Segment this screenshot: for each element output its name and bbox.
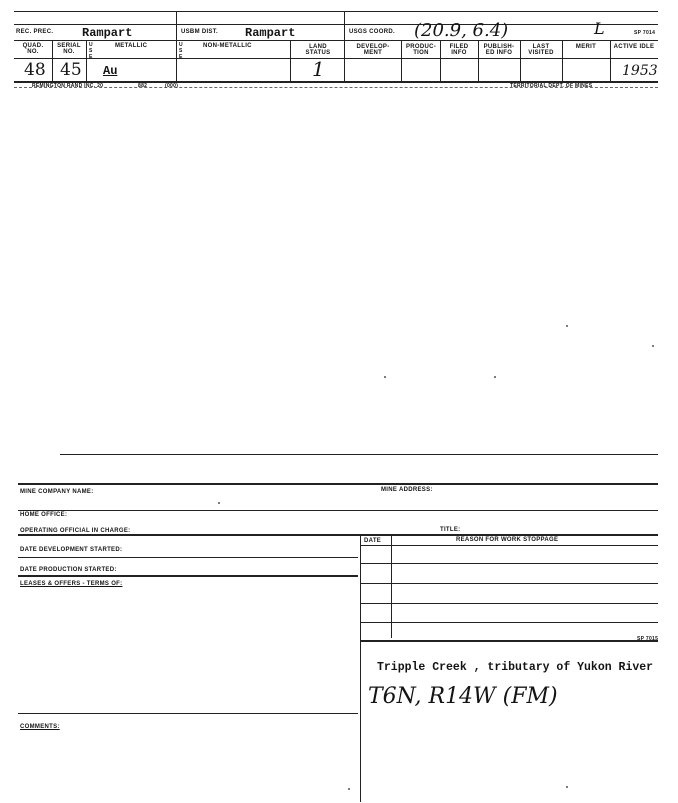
printer-imprint: REMINGTON RAND INC. 20 — [32, 83, 104, 89]
col-merit: MERIT — [575, 44, 597, 50]
rec-prec-value: Rampart — [82, 26, 133, 40]
col-serial-no: SERIAL NO. — [57, 43, 81, 55]
work-stoppage-reason-label: REASON FOR WORK STOPPAGE — [456, 537, 559, 543]
comments-label: COMMENTS: — [20, 724, 60, 730]
row-active-idle-value: 1953 — [622, 63, 658, 79]
usgs-coord-value: (20.9, 6.4) — [414, 20, 509, 41]
col-published-info: PUBLISH- ED INFO — [483, 44, 515, 56]
location-typed-note: Tripple Creek , tributary of Yukon River — [377, 661, 654, 674]
home-office-label: HOME OFFICE: — [20, 512, 68, 518]
col-non-metallic: NON-METALLIC — [203, 43, 252, 49]
scan-speck — [218, 502, 220, 504]
col-use-mark-1: U S E — [89, 42, 93, 60]
scan-speck — [494, 376, 496, 378]
col-active-idle: ACTIVE IDLE — [613, 44, 655, 50]
printer-code-2: (000) — [165, 83, 179, 89]
scan-speck — [384, 376, 386, 378]
row-metallic-value: Au — [103, 64, 118, 78]
form-number-bottom: SP 7015 — [637, 636, 659, 642]
scan-speck — [566, 325, 568, 327]
col-quad-no: QUAD. NO. — [22, 43, 44, 55]
col-use-mark-2: U S E — [179, 42, 183, 60]
col-land-status: LAND STATUS — [305, 44, 331, 56]
scan-speck — [652, 345, 654, 347]
col-development: DEVELOP- MENT — [356, 44, 390, 56]
leases-offers-label: LEASES & OFFERS - TERMS OF: — [20, 581, 123, 587]
department-imprint: TERRITORIAL DEPT. OF MINES — [510, 83, 593, 89]
scan-speck — [566, 786, 568, 788]
col-metallic: METALLIC — [115, 43, 148, 49]
row-quad-value: 48 — [24, 60, 46, 80]
form-number-top: SP 7014 — [634, 30, 656, 36]
corner-mark: L — [594, 19, 605, 38]
production-started-label: DATE PRODUCTION STARTED: — [20, 567, 117, 573]
usbm-dist-value: Rampart — [245, 26, 296, 40]
scan-speck — [348, 788, 350, 790]
row-land-status-value: 1 — [312, 57, 325, 81]
col-production: PRODUC- TION — [405, 44, 437, 56]
col-last-visited: LAST VISITED — [528, 44, 554, 56]
date-column-label: DATE — [364, 538, 382, 544]
printer-code-1: 882 — [138, 83, 148, 89]
col-filed-info: FILED INFO — [449, 44, 469, 56]
usbm-dist-label: USBM DIST. — [181, 29, 219, 35]
mine-address-label: MINE ADDRESS: — [381, 487, 433, 493]
rec-prec-label: REC. PREC. — [16, 29, 54, 35]
title-label: TITLE: — [440, 527, 461, 533]
operating-official-label: OPERATING OFFICIAL IN CHARGE: — [20, 528, 131, 534]
row-serial-value: 45 — [60, 60, 82, 80]
mine-company-name-label: MINE COMPANY NAME: — [20, 489, 94, 495]
township-range-handwritten: T6N, R14W (FM) — [368, 684, 558, 709]
usgs-coord-label: USGS COORD. — [349, 29, 395, 35]
development-started-label: DATE DEVELOPMENT STARTED: — [20, 547, 123, 553]
